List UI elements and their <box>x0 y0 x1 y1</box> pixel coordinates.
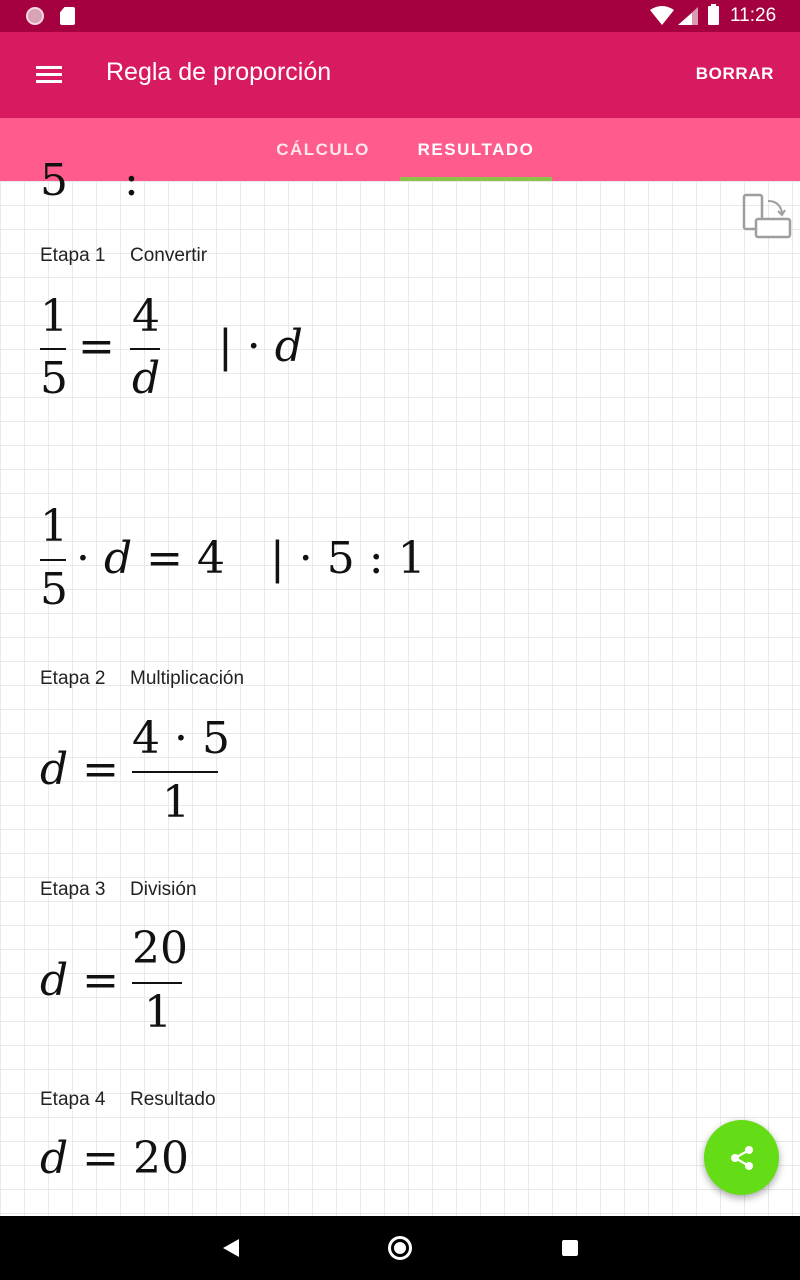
fraction-denominator: 1 <box>144 987 172 1038</box>
fraction-numerator: 20 <box>132 923 188 974</box>
battery-icon <box>708 6 719 25</box>
app-bar <box>0 32 800 118</box>
clock: 11:26 <box>730 5 777 26</box>
rotate-screen-icon[interactable] <box>742 193 794 241</box>
fraction-numerator: 4 <box>132 291 160 342</box>
operation: | · d <box>218 321 303 372</box>
operation: | · 5 : 1 <box>270 533 426 584</box>
fraction-denominator: d <box>132 353 161 404</box>
step-1-label <box>40 245 207 267</box>
fraction-bar <box>132 771 218 773</box>
step-number: Etapa 1 <box>40 245 106 266</box>
equals-sign: = <box>78 321 115 372</box>
step-number: Etapa 4 <box>40 1089 106 1110</box>
status-bar <box>0 0 800 32</box>
fraction-numerator: 1 <box>40 501 68 552</box>
cell-signal-icon <box>678 7 698 25</box>
equation-lhs: d = <box>40 955 120 1006</box>
equation-rest: · d = 4 <box>76 533 225 584</box>
step-4-label <box>40 1089 216 1111</box>
step-3-label <box>40 879 197 901</box>
fraction-bar <box>130 348 160 350</box>
navigation-bar <box>0 1216 800 1280</box>
equation-lhs: d = <box>40 744 120 795</box>
app-title: Regla de proporción <box>106 58 332 86</box>
step-name: Multiplicación <box>130 668 245 689</box>
recent-apps-icon[interactable] <box>562 1240 578 1256</box>
step-name: Resultado <box>130 1089 216 1110</box>
fraction-bar <box>40 559 66 561</box>
share-button[interactable] <box>704 1120 779 1195</box>
tab-calculation[interactable]: CÁLCULO <box>276 139 370 159</box>
fraction-denominator: 1 <box>162 777 190 828</box>
equation-result: d = 20 <box>40 1133 189 1184</box>
clear-button[interactable]: BORRAR <box>695 64 774 83</box>
step-2-label <box>40 668 244 690</box>
sd-card-icon <box>60 7 75 25</box>
fraction-denominator: 5 <box>40 564 68 615</box>
back-icon[interactable] <box>222 1238 240 1258</box>
wifi-icon <box>650 6 674 26</box>
step-number: Etapa 3 <box>40 879 106 900</box>
step-name: División <box>130 879 197 900</box>
home-icon[interactable] <box>388 1236 412 1260</box>
fraction-bar <box>40 348 66 350</box>
menu-icon[interactable] <box>36 66 62 84</box>
step-name: Convertir <box>130 245 208 266</box>
notification-icon <box>26 7 44 25</box>
result-content[interactable] <box>0 155 800 1216</box>
share-icon <box>728 1144 756 1172</box>
fraction-bar <box>132 982 182 984</box>
fraction-numerator: 4 · 5 <box>132 713 230 764</box>
tab-result[interactable]: RESULTADO <box>417 139 535 159</box>
partial-equation: 5 : <box>40 155 139 206</box>
fraction-denominator: 5 <box>40 353 68 404</box>
step-number: Etapa 2 <box>40 668 106 689</box>
fraction-numerator: 1 <box>40 291 68 342</box>
